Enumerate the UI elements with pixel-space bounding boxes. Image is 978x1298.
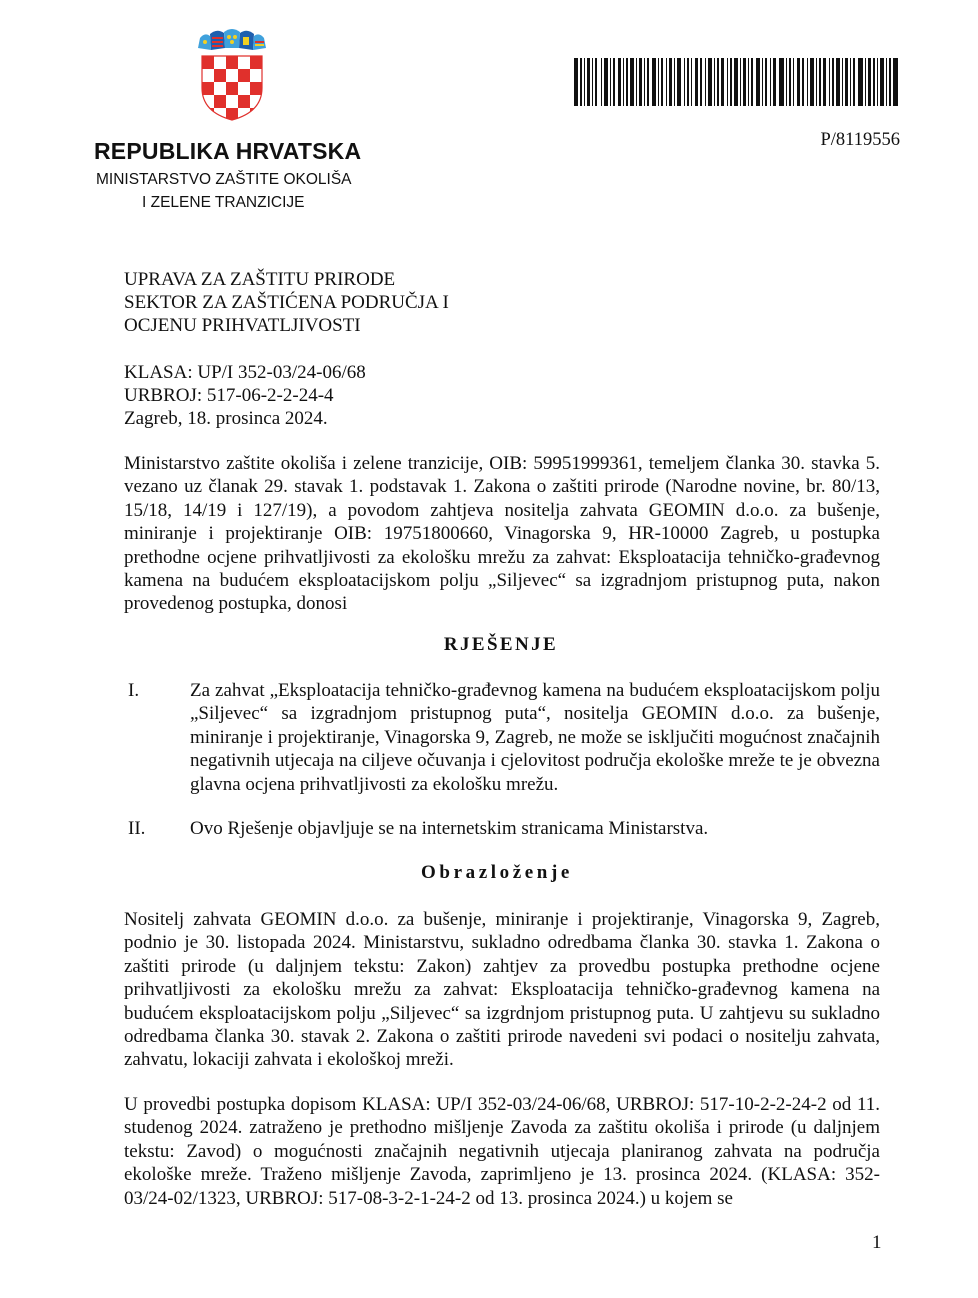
decision-item-text: Za zahvat „Eksploatacija tehničko-građevnog kamena na budućem eksploatacijskom polju „Siljevec“ sa izgradnjom pristupnog puta“, nositelja GEOMIN d.o.o. za bušenje, miniranje i projektiranje, Vinagorska 9, Zagreb, ne može se isključiti mogućnost značajnih negativnih utjecaja na ciljeve očuvanja i cjelovitost područja ekološke mreže te je obvezna glavna ocjena prihvatljivosti za ekološku mrežu. [190,680,880,795]
country-name: REPUBLIKA HRVATSKA [94,138,362,164]
place-date: Zagreb, 18. prosinca 2024. [124,408,328,429]
reasoning-title: Obrazloženje [421,862,573,883]
decision-item [128,679,880,796]
reference-block [124,361,366,430]
decision-item-number: II. [128,818,146,839]
decision-title: RJEŠENJE [443,634,559,655]
barcode-icon [574,58,898,106]
intro-paragraph: Ministarstvo zaštite okoliša i zelene tranzicije, OIB: 59951999361, temeljem članka 30. stavka 5. vezano uz članak 29. stavak 1. podstavak 1. Zakona o zaštiti prirode (Narodne novine, br. 80/13, 15/18, 14/19 i 127/19), a povodom zahtjeva nositelja zahvata GEOMIN d.o.o. za bušenje, miniranje i projektiranje OIB: 19751800660, Vinagorska 9, HR-10000 Zagreb, u postupka prethodne ocjene prihvatljivosti za ekološku mrežu za zahvat: Eksploatacija tehničko-građevnog kamena na budućem eksploatacijskom polju „Siljevec“ sa izgradnjom pristupnog puta, nakon provedenog postupka, donosi [124,453,880,615]
ministry-name-line1: MINISTARSTVO ZAŠTITE OKOLIŠA [96,171,352,188]
page-number: 1 [872,1232,882,1253]
decision-item-number: I. [128,680,140,701]
croatian-coat-of-arms-icon [196,26,268,122]
reasoning-paragraph: U provedbi postupka dopisom KLASA: UP/I 352-03/24-06/68, URBROJ: 517-10-2-2-24-2 od 11. studenog 2024. zatraženo je prethodno mišljenje Zavoda za zaštitu okoliša i prirode (u daljnjem tekstu: Zavod) o mogućnosti značajnih negativnih utjecaja planiranog zahvata na područja ekološke mreže. Traženo mišljenje Zavoda, zaprimljeno je 13. prosinca 2024. (KLASA: 352-03/24-02/1323, URBROJ: 517-08-3-2-1-24-2 od 13. prosinca 2024.) u kojem se [124,1094,880,1209]
reasoning-paragraph: Nositelj zahvata GEOMIN d.o.o. za bušenje, miniranje i projektiranje, Vinagorska 9, Zagreb, podnio je 30. listopada 2024. Ministarstvu, sukladno odredbama članka 30. stavka 1. Zakona o zaštiti prirode (u daljnjem tekstu: Zakon) zahtjev za provedbu postupka prethodne ocjene prihvatljivosti za ekološku mrežu za zahvat: Eksploatacija tehničko-građevnog kamena na budućem eksploatacijskom polju „Siljevec“ sa izgrdnjom pristupnog puta. U zahtjevu su sukladno odredbama članka 30. stavak 2. Zakona o zaštiti prirode navedeni svi podaci o nositelju zahvata, zahvatu, lokaciji zahvata i ekološkoj mreži. [124,909,880,1071]
document-reference-number: P/8119556 [820,130,900,150]
decision-item [128,817,880,840]
klasa: KLASA: UP/I 352-03/24-06/68 [124,362,366,383]
office-block [124,268,449,337]
office-line2: SEKTOR ZA ZAŠTIĆENA PODRUČJA I [124,292,449,313]
ministry-name-line2: I ZELENE TRANZICIJE [142,194,305,211]
urbroj: URBROJ: 517-06-2-2-24-4 [124,385,334,406]
decision-item-text: Ovo Rješenje objavljuje se na internetskim stranicama Ministarstva. [190,818,709,839]
office-line3: OCJENU PRIHVATLJIVOSTI [124,315,361,336]
office-line1: UPRAVA ZA ZAŠTITU PRIRODE [124,269,396,290]
